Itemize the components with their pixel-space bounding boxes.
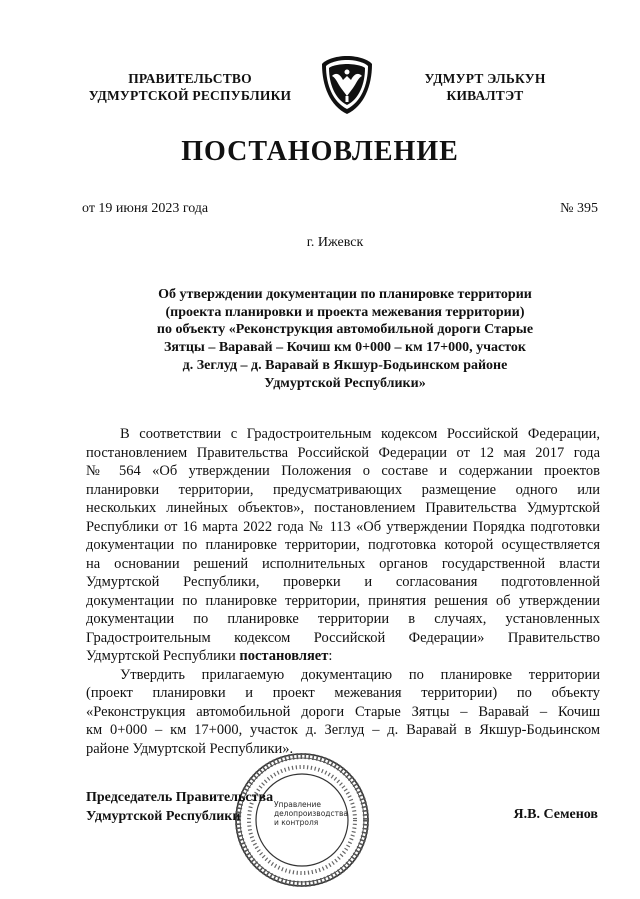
coat-of-arms-icon	[318, 54, 376, 116]
body-line: документации по планировке территории, подготовка которой осуществляется	[86, 537, 600, 553]
body-line: районе Удмуртской Республики».	[86, 740, 294, 757]
document-type-title: ПОСТАНОВЛЕНИЕ	[181, 136, 459, 167]
body-line-resolution	[86, 647, 600, 666]
body-line: Градостроительным кодексом Российской Федерации» Правительство	[86, 629, 600, 646]
document-subject-title	[120, 286, 570, 392]
document-date: от 19 июня 2023 года	[82, 201, 209, 216]
body-line: км 0+000 – км 17+000, участок д. Зеглуд – д. Варавай в Якшур-Бодьинском	[86, 722, 600, 738]
body-line: «Реконструкция автомобильной дороги Старые Зятцы – Варавай – Кочиш	[86, 703, 600, 720]
title-line: д. Зеглуд – д. Варавай в Якшур-Бодьинском районе	[182, 357, 508, 373]
title-line: Зятцы – Варавай – Кочиш км 0+000 – км 17+000, участок	[164, 340, 526, 356]
title-line: Удмуртской Республики»	[264, 375, 426, 391]
title-line: по объекту «Реконструкция автомобильной дороги Старые	[156, 322, 534, 338]
document-city: г. Ижевск	[306, 235, 364, 250]
header-left-line-1: ПРАВИТЕЛЬСТВО	[128, 71, 252, 86]
header-right-line-2: КИВАЛТЭТ	[446, 88, 524, 103]
body-line: на основании решений исполнительных органов государственной власти	[86, 555, 600, 572]
body-line: В соответствии с Градостроительным кодексом Российской Федерации,	[120, 426, 600, 442]
seal-text-line: и контроля	[274, 818, 319, 827]
header-left	[70, 70, 310, 104]
signatory-name: Я.В. Семенов	[513, 807, 598, 822]
header-right-line-1: УДМУРТ ЭЛЬКУН	[424, 71, 546, 86]
body-line: планировки территории, предусматривающих размещение одного или	[86, 481, 600, 498]
resolves-keyword: постановляет	[239, 648, 329, 664]
title-line: Об утверждении документации по планировке территории	[158, 287, 532, 302]
body-line: № 564 «Об утверждении Положения о составе и содержании проектов	[86, 463, 600, 479]
signature-position-line-1: Председатель Правительства	[86, 790, 274, 805]
body-line: нескольких линейных объектов», постановлением Правительства Удмуртской	[86, 500, 600, 516]
body-line: документации по планировке территории в случаях, установленных	[86, 611, 600, 627]
body-line: (проект планировки и проект межевания территории) по объекту	[86, 685, 600, 701]
resolves-punct: :	[328, 648, 333, 664]
signature-position	[86, 788, 273, 826]
title-line: (проекта планировки и проекта межевания территории)	[165, 304, 525, 320]
document-body	[86, 425, 600, 758]
signature-position-line-2: Удмуртской Республики	[86, 809, 241, 824]
seal-inner-text	[274, 800, 349, 827]
body-line-text: Удмуртской Республики	[86, 648, 236, 664]
seal-text-line: делопроизводства	[274, 809, 349, 818]
body-line: Утвердить прилагаемую документацию по планировке территории	[120, 666, 600, 683]
body-line: Удмуртской Республики, проверки и согласования подготовленной	[86, 574, 600, 590]
seal-text-line: Управление	[274, 800, 322, 809]
body-line: Республики от 16 марта 2022 года № 113 «Об утверждении Порядка подготовки	[86, 518, 600, 535]
body-line: документации по планировке территории, принятия решения об утверждении	[86, 592, 600, 609]
document-number: № 395	[560, 201, 598, 216]
body-line: постановлением Правительства Российской Федерации от 12 мая 2017 года	[86, 444, 600, 461]
header-right	[380, 70, 590, 104]
header-left-line-2: УДМУРТСКОЙ РЕСПУБЛИКИ	[88, 88, 292, 103]
